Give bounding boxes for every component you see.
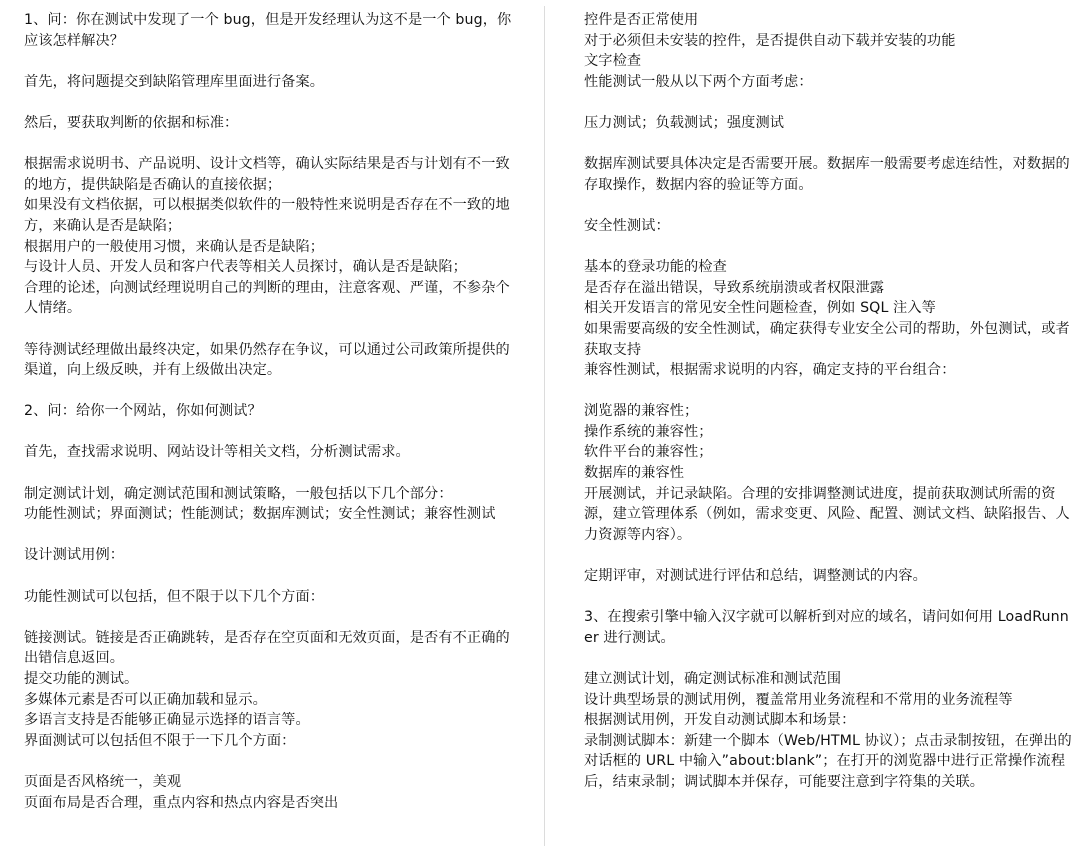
q2-ui-list xyxy=(24,772,516,813)
list-item: 页面布局是否合理，重点内容和热点内容是否突出 xyxy=(24,794,339,811)
q1-paragraph-decision: 等待测试经理做出最终决定，如果仍然存在争议，可以通过公司政策所提供的渠道，向上级反映，并有上级做出决定。 xyxy=(24,341,510,379)
list-item: 设计典型场景的测试用例，覆盖常用业务流程和不常用的业务流程等 xyxy=(584,691,1013,708)
list-item: 合理的论述，向测试经理说明自己的判断的理由，注意客观、严谨，不参杂个人情绪。 xyxy=(24,279,510,317)
q2-design-cases: 设计测试用例： xyxy=(24,547,125,564)
list-item: 建立测试计划，确定测试标准和测试范围 xyxy=(584,671,842,687)
q1-paragraph-basis: 然后，要获取判断的依据和标准： xyxy=(24,114,239,131)
list-item: 软件平台的兼容性； xyxy=(584,444,713,461)
ui-list-continued xyxy=(584,10,1072,92)
q2-paragraph-docs: 首先，查找需求说明、网站设计等相关文档，分析测试需求。 xyxy=(24,444,410,461)
list-item: 提交功能的测试。 xyxy=(24,671,139,687)
list-item: 相关开发语言的常见安全性问题检查，例如 SQL 注入等 xyxy=(584,300,936,317)
list-item: 根据需求说明书、产品说明、设计文档等，确认实际结果是否与计划有不一致的地方，提供缺陷是否确认的直接依据； xyxy=(24,156,510,193)
list-item: 界面测试可以包括但不限于一下几个方面： xyxy=(24,732,296,749)
q2-functional-list xyxy=(24,628,516,752)
list-item: 控件是否正常使用 xyxy=(584,12,699,28)
list-item: 根据用户的一般使用习惯，来确认是否是缺陷； xyxy=(24,238,325,255)
list-item: 如果需要高级的安全性测试，确定获得专业安全公司的帮助，外包测试，或者获取支持 xyxy=(584,320,1070,358)
list-item: 操作系统的兼容性； xyxy=(584,423,713,440)
list-item: 兼容性测试，根据需求说明的内容，确定支持的平台组合： xyxy=(584,362,956,379)
question-1-title: 1、问：你在测试中发现了一个 bug，但是开发经理认为这不是一个 bug，你应该怎样解决？ xyxy=(24,12,512,49)
q1-paragraph-record: 首先，将问题提交到缺陷管理库里面进行备案。 xyxy=(24,73,325,90)
list-item: 多媒体元素是否可以正确加载和显示。 xyxy=(24,691,267,708)
compatibility-list xyxy=(584,401,1072,545)
list-item: 根据测试用例，开发自动测试脚本和场景： xyxy=(584,712,856,729)
list-item: 数据库的兼容性 xyxy=(584,465,685,482)
list-item: 基本的登录功能的检查 xyxy=(584,259,727,276)
list-item: 开展测试，并记录缺陷。合理的安排调整测试进度，提前获取测试所需的资源，建立管理体系（例如，需求变更、风险、配置、测试文档、缺陷报告、人力资源等内容）。 xyxy=(584,485,1070,543)
q2-functional-intro: 功能性测试可以包括，但不限于以下几个方面： xyxy=(24,588,325,605)
list-item: 是否存在溢出错误，导致系统崩溃或者权限泄露 xyxy=(584,279,885,296)
q1-basis-list xyxy=(24,154,516,319)
list-item: 链接测试。链接是否正确跳转，是否存在空页面和无效页面，是否有不正确的出错信息返回。 xyxy=(24,629,510,667)
q2-test-plan-types: 功能性测试；界面测试；性能测试；数据库测试；安全性测试；兼容性测试 xyxy=(24,506,496,523)
question-3-title: 3、在搜索引擎中输入汉字就可以解析到对应的域名，请问如何用 LoadRunner 进行测试。 xyxy=(584,609,1069,646)
right-column xyxy=(584,10,1072,793)
question-2-title: 2、问：给你一个网站，你如何测试？ xyxy=(24,403,262,420)
security-list xyxy=(584,257,1072,381)
security-test-title: 安全性测试： xyxy=(584,217,670,234)
left-column xyxy=(24,10,516,813)
list-item: 页面是否风格统一，美观 xyxy=(24,773,182,790)
list-item: 录制测试脚本：新建一个脚本（Web/HTML 协议）；点击录制按钮，在弹出的对话框的 URL 中输入”about:blank”；在打开的浏览器中进行正常操作流程后，结束录制；调试脚本并保存，可能要注意到字符集的关联。 xyxy=(584,732,1072,790)
list-item: 浏览器的兼容性； xyxy=(584,403,699,420)
q2-test-plan xyxy=(24,484,516,525)
database-test-paragraph: 数据库测试要具体决定是否需要开展。数据库一般需要考虑连结性，对数据的存取操作，数据内容的验证等方面。 xyxy=(584,156,1070,193)
q2-test-plan-intro: 制定测试计划，确定测试范围和测试策略，一般包括以下几个部分： xyxy=(24,485,453,502)
list-item: 对于必须但未安装的控件，是否提供自动下载并安装的功能 xyxy=(584,32,956,49)
q3-steps-list xyxy=(584,669,1072,793)
list-item: 多语言支持是否能够正确显示选择的语言等。 xyxy=(24,712,310,729)
performance-types: 压力测试；负载测试；强度测试 xyxy=(584,114,785,131)
list-item: 如果没有文档依据，可以根据类似软件的一般特性来说明是否存在不一致的地方，来确认是否是缺陷； xyxy=(24,197,510,234)
column-divider xyxy=(544,6,545,846)
list-item: 与设计人员、开发人员和客户代表等相关人员探讨，确认是否是缺陷； xyxy=(24,259,467,276)
list-item: 文字检查 xyxy=(584,53,642,70)
review-paragraph: 定期评审，对测试进行评估和总结，调整测试的内容。 xyxy=(584,568,927,585)
list-item: 性能测试一般从以下两个方面考虑： xyxy=(584,73,813,90)
